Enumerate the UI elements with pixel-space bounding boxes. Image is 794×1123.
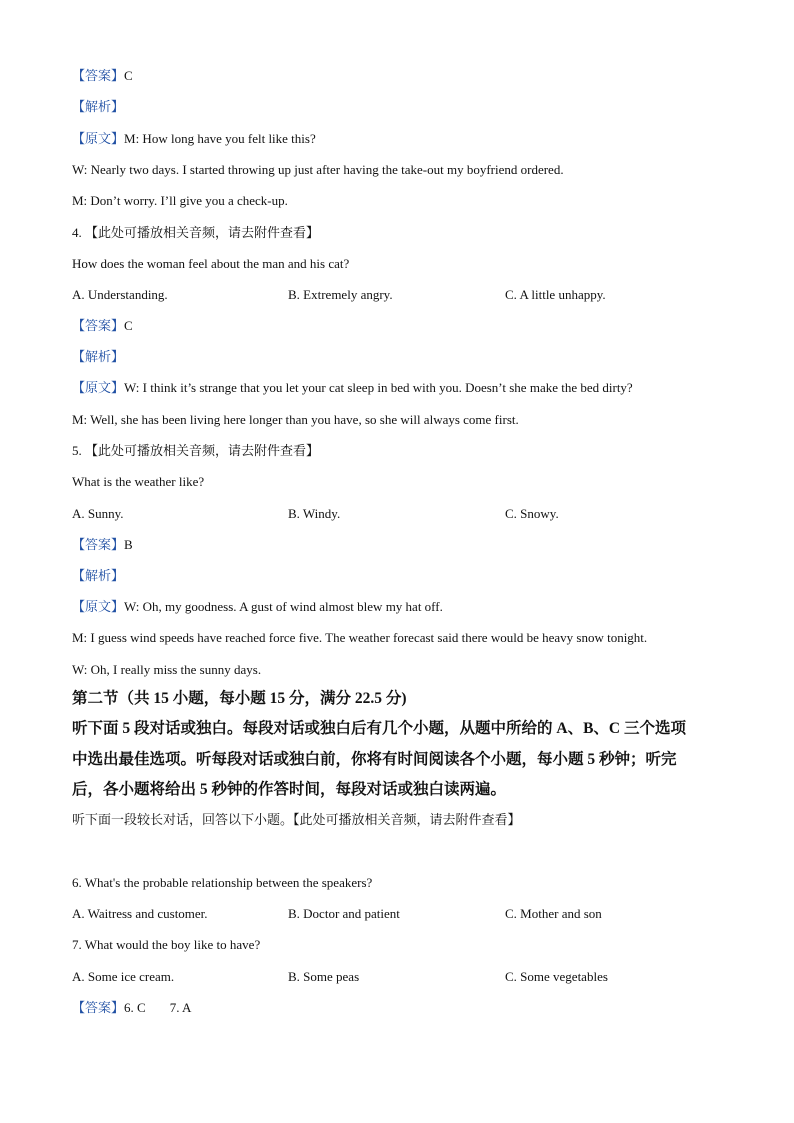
transcript-line: W: Nearly two days. I started throwing up just after having the take-out my boyfriend ordered. [72,162,564,177]
instruction-line: 后，各小题将给出 5 秒钟的作答时间，每段对话或独白读两遍。 [72,781,507,798]
question-text-q6: 6. What's the probable relationship between the speakers? [72,875,373,890]
original-tag: 【原文】 [72,599,125,614]
question-number: 4. [72,225,82,240]
question-text-q4: How does the woman feel about the man and his cat? [72,256,350,271]
analysis-line-q4 [72,349,124,365]
answer-line-q6-q7 [72,1000,191,1016]
question-number: 5. [72,443,82,458]
option-a: A. Some ice cream. [72,969,175,984]
option-c: C. A little unhappy. [505,287,606,302]
answer-tag: 【答案】 [72,1000,125,1015]
transcript-text: W: I think it’s strange that you let your cat sleep in bed with you. Doesn’t she make the bed dirty? [124,380,633,395]
option-b: B. Doctor and patient [288,906,400,921]
option-b: B. Some peas [288,969,360,984]
transcript-line [72,131,316,147]
analysis-line-q3 [72,99,124,115]
answer-value-q7: 7. A [169,1000,192,1015]
option-b: B. Windy. [288,506,341,521]
answer-line-q5 [72,537,133,553]
transcript-line: M: I guess wind speeds have reached force five. The weather forecast said there would be heavy snow tonight. [72,630,648,645]
transcript-line: M: Don’t worry. I’ll give you a check-up. [72,193,288,208]
transcript-line [72,380,633,396]
answer-tag: 【答案】 [72,537,125,552]
analysis-tag: 【解析】 [72,568,125,583]
question-text-q5: What is the weather like? [72,474,205,489]
option-a: A. Waitress and customer. [72,906,208,921]
audio-note[interactable]: 【此处可播放相关音频，请去附件查看】 [85,225,320,240]
option-c: C. Snowy. [505,506,559,521]
instruction-line: 中选出最佳选项。听每段对话或独白前，你将有时间阅读各个小题，每小题 5 秒钟；听完 [72,751,677,768]
question-header-q5 [72,443,319,459]
transcript-line: M: Well, she has been living here longer than you have, so she will always come first. [72,412,519,427]
original-tag: 【原文】 [72,131,125,146]
question-text-q7: 7. What would the boy like to have? [72,937,261,952]
listen-note[interactable]: 听下面一段较长对话，回答以下小题。【此处可播放相关音频，请去附件查看】 [72,812,521,827]
transcript-line [72,599,443,615]
answer-value-q6: 6. C [124,1000,146,1015]
transcript-line: W: Oh, I really miss the sunny days. [72,662,262,677]
analysis-tag: 【解析】 [72,99,125,114]
option-a: A. Sunny. [72,506,124,521]
transcript-text: W: Oh, my goodness. A gust of wind almost blew my hat off. [124,599,443,614]
answer-value: C [124,318,133,333]
option-a: A. Understanding. [72,287,168,302]
answer-value: C [124,68,133,83]
option-c: C. Some vegetables [505,969,608,984]
instruction-line: 听下面 5 段对话或独白。每段对话或独白后有几个小题，从题中所给的 A、B、C 三个选项 [72,720,686,737]
answer-tag: 【答案】 [72,68,125,83]
option-c: C. Mother and son [505,906,602,921]
option-b: B. Extremely angry. [288,287,393,302]
question-header-q4 [72,225,319,241]
answer-line-q3 [72,68,133,84]
answer-line-q4 [72,318,133,334]
answer-value: B [124,537,133,552]
analysis-tag: 【解析】 [72,349,125,364]
section-heading: 第二节（共 15 小题，每小题 15 分，满分 22.5 分) [72,690,407,707]
answer-tag: 【答案】 [72,318,125,333]
audio-note[interactable]: 【此处可播放相关音频，请去附件查看】 [85,443,320,458]
analysis-line-q5 [72,568,124,584]
transcript-text: M: How long have you felt like this? [124,131,316,146]
original-tag: 【原文】 [72,380,125,395]
